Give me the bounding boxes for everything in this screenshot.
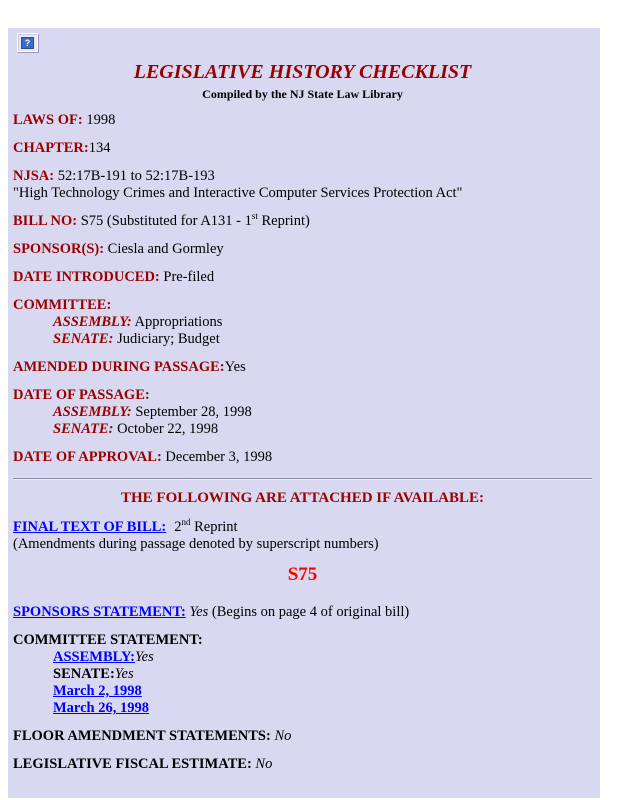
fiscal-estimate-label: LEGISLATIVE FISCAL ESTIMATE: [13,756,252,772]
floor-amendment-label: FLOOR AMENDMENT STATEMENTS: [13,728,271,744]
page-subtitle: Compiled by the NJ State Law Library [202,87,403,101]
field-committee [13,297,592,348]
sponsors-statement-link[interactable]: SPONSORS STATEMENT: [13,604,186,620]
cs-assembly-value: Yes [134,649,154,665]
cs-assembly-link[interactable]: ASSEMBLY: [53,649,135,665]
bill-no-value: S75 (Substituted for A131 - 1 [80,213,252,229]
committee-senate-label: SENATE: [53,331,114,347]
field-amended [13,359,592,376]
attached-section-heading: THE FOLLOWING ARE ATTACHED IF AVAILABLE: [120,490,484,506]
field-date-introduced [13,269,592,286]
committee-senate-line [53,331,592,348]
floor-amendment-value: No [274,728,292,744]
laws-of-label: LAWS OF: [13,112,83,128]
bill-no-superscript: st [251,211,258,222]
njsa-value: 52:17B-191 to 52:17B-193 [57,168,215,184]
cs-senate-value: Yes [114,666,134,682]
passage-senate-value: October 22, 1998 [117,421,219,437]
broken-image-icon [17,33,38,52]
field-sponsors [13,241,592,258]
cs-date-line-1 [53,683,592,700]
committee-statement-label: COMMITTEE STATEMENT: [13,632,203,648]
field-date-of-approval [13,449,592,466]
cs-date-link-march-26-1998[interactable]: March 26, 1998 [53,700,149,716]
passage-assembly-line [53,404,592,421]
field-sponsors-statement [13,604,592,621]
final-text-value-end: Reprint [190,519,238,535]
date-of-approval-value: December 3, 1998 [165,449,273,465]
chapter-value: 134 [88,140,111,156]
page-title: LEGISLATIVE HISTORY CHECKLIST [133,61,472,83]
sponsors-label: SPONSOR(S): [13,241,105,257]
date-introduced-value: Pre-filed [163,269,215,285]
njsa-label: NJSA: [13,168,55,184]
date-of-passage-label: DATE OF PASSAGE: [13,387,150,403]
final-text-line [13,519,592,536]
sponsors-statement-value: Yes [189,604,209,620]
cs-senate-label: SENATE: [53,666,115,682]
date-introduced-label: DATE INTRODUCED: [13,269,160,285]
committee-label: COMMITTEE: [13,297,112,313]
field-chapter [13,140,592,157]
field-final-text [13,519,592,553]
bill-no-label: BILL NO: [13,213,78,229]
field-fiscal-estimate [13,756,592,773]
cs-date-line-2 [53,700,592,717]
amended-value: Yes [224,359,246,375]
chapter-label: CHAPTER: [13,140,89,156]
committee-assembly-value: Appropriations [134,314,223,330]
cs-date-link-march-2-1998[interactable]: March 2, 1998 [53,683,142,699]
njsa-act-title: "High Technology Crimes and Interactive Computer Services Protection Act" [13,185,463,201]
committee-assembly-line [53,314,592,331]
field-bill-no [13,213,592,230]
checklist-page [8,28,600,798]
bill-no-value-end: Reprint) [257,213,310,229]
field-floor-amendment [13,728,592,745]
passage-assembly-label: ASSEMBLY: [53,404,132,420]
bill-number-heading: S75 [287,564,318,585]
sponsors-statement-note: (Begins on page 4 of original bill) [211,604,410,620]
final-text-superscript: nd [181,517,191,528]
sponsors-value: Ciesla and Gormley [107,241,224,257]
final-text-of-bill-link[interactable]: FINAL TEXT OF BILL: [13,519,167,535]
amendments-note: (Amendments during passage denoted by superscript numbers) [13,536,379,552]
passage-senate-label: SENATE: [53,421,114,437]
field-njsa [13,168,592,202]
question-mark-icon: ? [21,37,34,49]
field-date-of-passage [13,387,592,438]
njsa-line [13,168,592,185]
field-laws-of [13,112,592,129]
passage-assembly-value: September 28, 1998 [135,404,252,420]
section-divider [13,478,592,480]
passage-senate-line [53,421,592,438]
committee-assembly-label: ASSEMBLY: [53,314,132,330]
fiscal-estimate-value: No [255,756,273,772]
cs-senate-line [53,666,592,683]
final-text-value: 2 [174,519,182,535]
amended-label: AMENDED DURING PASSAGE: [13,359,225,375]
cs-assembly-line [53,649,592,666]
date-of-approval-label: DATE OF APPROVAL: [13,449,162,465]
committee-senate-value: Judiciary; Budget [117,331,220,347]
field-committee-statement [13,632,592,717]
laws-of-value: 1998 [86,112,116,128]
